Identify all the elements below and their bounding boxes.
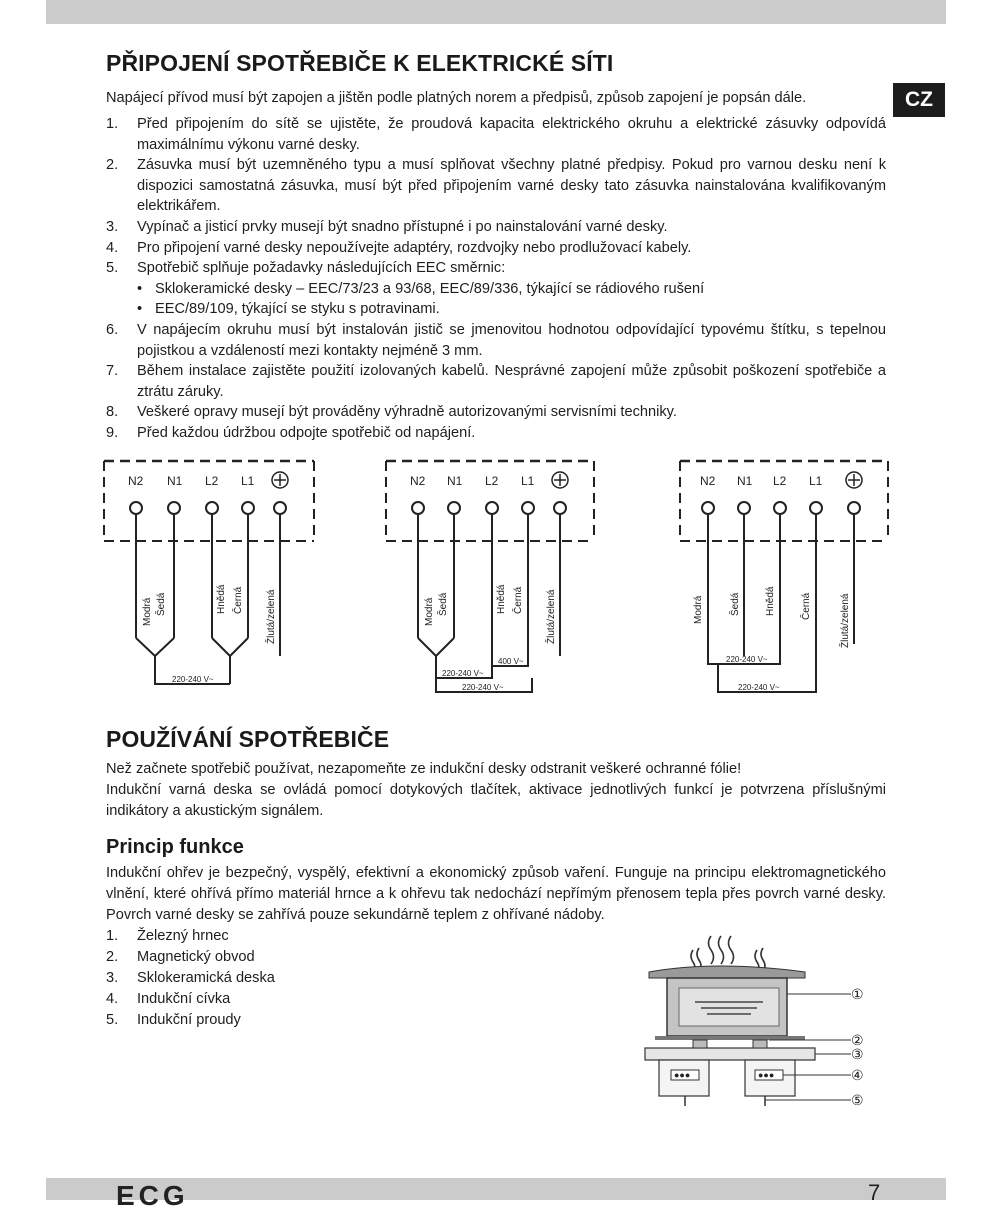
wire-label: Hnědá	[496, 584, 507, 614]
usage-paragraph-2: Indukční varná deska se ovládá pomocí dotykových tlačítek, aktivace jednotlivých funkcí je potvrzena příslušnými indikátory a akustickým signálem.	[106, 782, 886, 819]
wire-label: Žlutá/zelená	[266, 589, 277, 644]
glass-ceramic-plate	[645, 1048, 815, 1060]
list-item	[106, 361, 886, 402]
voltage-label: 220-240 V~	[738, 683, 780, 692]
item-number: 9.	[106, 424, 119, 441]
item-text: Během instalace zajistěte použití izolovaných kabelů. Nesprávné zapojení může způsobit poškození spotřebiče a ztrátu záruky.	[137, 363, 886, 400]
terminal-label: N1	[447, 474, 463, 488]
list-item	[106, 947, 275, 968]
list-item	[106, 423, 886, 444]
wire-label: Šedá	[156, 592, 167, 616]
voltage-label: 220-240 V~	[172, 675, 214, 684]
item-text: Indukční cívka	[137, 991, 231, 1007]
item-text: Sklokeramická deska	[137, 970, 275, 986]
usage-paragraph-1: Než začnete spotřebič používat, nezapomeňte ze indukční desky odstranit veškeré ochranné fólie!	[106, 761, 742, 777]
terminal-label: N2	[700, 474, 716, 488]
wire-label: Černá	[513, 586, 524, 614]
language-tab: CZ	[893, 83, 945, 117]
wire-label: Černá	[801, 592, 812, 620]
sub-list-item: • Sklokeramické desky – EEC/73/23 a 93/68, EEC/89/336, týkající se rádiového rušení	[137, 280, 705, 297]
list-item	[106, 114, 886, 155]
item-number: 3.	[106, 218, 119, 235]
terminal-label: L1	[809, 474, 823, 488]
directive-list	[137, 279, 886, 320]
item-text: Magnetický obvod	[137, 949, 255, 965]
item-number: 2.	[106, 157, 119, 174]
item-number: 4.	[106, 239, 119, 256]
section-title-principle: Princip funkce	[106, 836, 244, 858]
voltage-label: 220-240 V~	[462, 683, 504, 692]
voltage-label: 400 V~	[498, 657, 524, 666]
item-text: V napájecím okruhu musí být instalován jistič se jmenovitou hodnotou odpovídající typovému štítku, s tepelnou pojistkou a vzdáleností mezi kontakty nejméně 3 mm.	[137, 321, 886, 359]
item-number: 3.	[106, 970, 119, 986]
item-text: Indukční proudy	[137, 1012, 241, 1028]
wire-label: Modrá	[693, 595, 704, 624]
svg-text:●●●: ●●●	[674, 1070, 691, 1080]
principle-paragraph: Indukční ohřev je bezpečný, vyspělý, efektivní a ekonomický způsob vaření. Funguje na principu elektromagnetického vlnění, které ohřívá přímo materiál hrnce a k ohřevu tak nedochází nepřímým přenosem tepla přes povrch varné desky. Povrch varné desky se zahřívá pouze sekundárně teplem z ohřívané nádoby.	[106, 865, 886, 923]
item-number: 4.	[106, 991, 119, 1007]
item-text: Veškeré opravy musejí být prováděny výhradně autorizovanými servisními techniky.	[137, 404, 677, 421]
terminal-label: N2	[410, 474, 426, 488]
item-text: Pro připojení varné desky nepoužívejte adaptéry, rozdvojky nebo prodlužovací kabely.	[137, 239, 692, 256]
item-text: Před připojením do sítě se ujistěte, že proudová kapacita elektrického okruhu a elektrické zásuvky odpovídá maximálnímu výkonu varné desky.	[137, 116, 886, 153]
voltage-label: 220-240 V~	[442, 669, 484, 678]
item-number: 6.	[106, 321, 119, 338]
top-bar	[46, 0, 946, 24]
section-title-usage: POUŽÍVÁNÍ SPOTŘEBIČE	[106, 726, 390, 752]
callout-label: ⑤	[851, 1092, 864, 1108]
terminal-label: L1	[521, 474, 535, 488]
callout-label: ②	[851, 1032, 864, 1048]
terminal-label: L1	[241, 474, 255, 488]
terminal-label: N2	[128, 474, 144, 488]
connection-intro: Napájecí přívod musí být zapojen a jištěn podle platných norem a předpisů, způsob zapojení je popsán dále.	[106, 90, 807, 106]
callout-label: ④	[851, 1067, 864, 1083]
list-item	[106, 258, 886, 320]
list-item	[106, 402, 886, 423]
item-text: Železný hrnec	[137, 928, 229, 944]
item-number: 1.	[106, 928, 119, 944]
wire-label: Hnědá	[765, 586, 776, 616]
page-number: 7	[868, 1180, 881, 1205]
list-item	[106, 968, 275, 989]
sub-item-text: Sklokeramické desky – EEC/73/23 a 93/68, EEC/89/336, týkající se rádiového rušení	[155, 280, 705, 297]
induction-illustration	[635, 932, 875, 1112]
terminal-label: N1	[167, 474, 183, 488]
wiring-diagram-b	[382, 456, 602, 706]
section-title-connection: PŘIPOJENÍ SPOTŘEBIČE K ELEKTRICKÉ SÍTI	[106, 50, 614, 76]
wiring-diagram-a	[100, 456, 320, 696]
brand-logo: ECG	[116, 1180, 189, 1211]
terminal-label: L2	[773, 474, 787, 488]
wire-label: Modrá	[424, 597, 435, 626]
list-item	[106, 217, 886, 238]
list-item	[106, 238, 886, 259]
wire-label: Šedá	[438, 592, 449, 616]
terminal-label: N1	[737, 474, 753, 488]
item-number: 5.	[106, 260, 119, 277]
terminal-label: L2	[205, 474, 219, 488]
item-text: Před každou údržbou odpojte spotřebič od napájení.	[137, 424, 476, 441]
wiring-diagram-c	[676, 456, 896, 706]
item-text: Vypínač a jisticí prvky musejí být snadno přístupné i po nainstalování varné desky.	[137, 218, 668, 235]
callout-label: ③	[851, 1046, 864, 1062]
list-item	[106, 1010, 275, 1031]
item-text: Spotřebič splňuje požadavky následujících EEC směrnic:	[137, 260, 506, 277]
svg-text:●●●: ●●●	[758, 1070, 775, 1080]
connection-list	[106, 114, 886, 444]
wire-label: Žlutá/zelená	[546, 589, 557, 644]
wire-label: Žlutá/zelená	[840, 593, 851, 648]
sub-list-item: • EEC/89/109, týkající se styku s potravinami.	[137, 301, 440, 318]
item-text: Zásuvka musí být uzemněného typu a musí splňovat všechny platné předpisy. Pokud pro varnou desku není k dispozici samostatná zásuvka, musí být před připojením varné desky tato zásuvka nainstalována kvalifikovaným elektrikářem.	[137, 157, 886, 215]
terminal-label: L2	[485, 474, 499, 488]
wire-label: Hnědá	[216, 584, 227, 614]
voltage-label: 220-240 V~	[726, 655, 768, 664]
item-number: 7.	[106, 363, 119, 380]
item-number: 2.	[106, 949, 119, 965]
item-number: 1.	[106, 116, 119, 132]
wire-label: Modrá	[142, 597, 153, 626]
callout-label: ①	[851, 986, 864, 1002]
list-item	[106, 989, 275, 1010]
item-number: 5.	[106, 1012, 119, 1028]
list-item	[106, 320, 886, 361]
item-number: 8.	[106, 404, 119, 421]
wire-label: Šedá	[730, 592, 741, 616]
induction-parts-list	[106, 926, 275, 1031]
list-item	[106, 926, 275, 947]
wire-label: Černá	[233, 586, 244, 614]
sub-item-text: EEC/89/109, týkající se styku s potravinami.	[155, 301, 440, 318]
list-item	[106, 155, 886, 217]
